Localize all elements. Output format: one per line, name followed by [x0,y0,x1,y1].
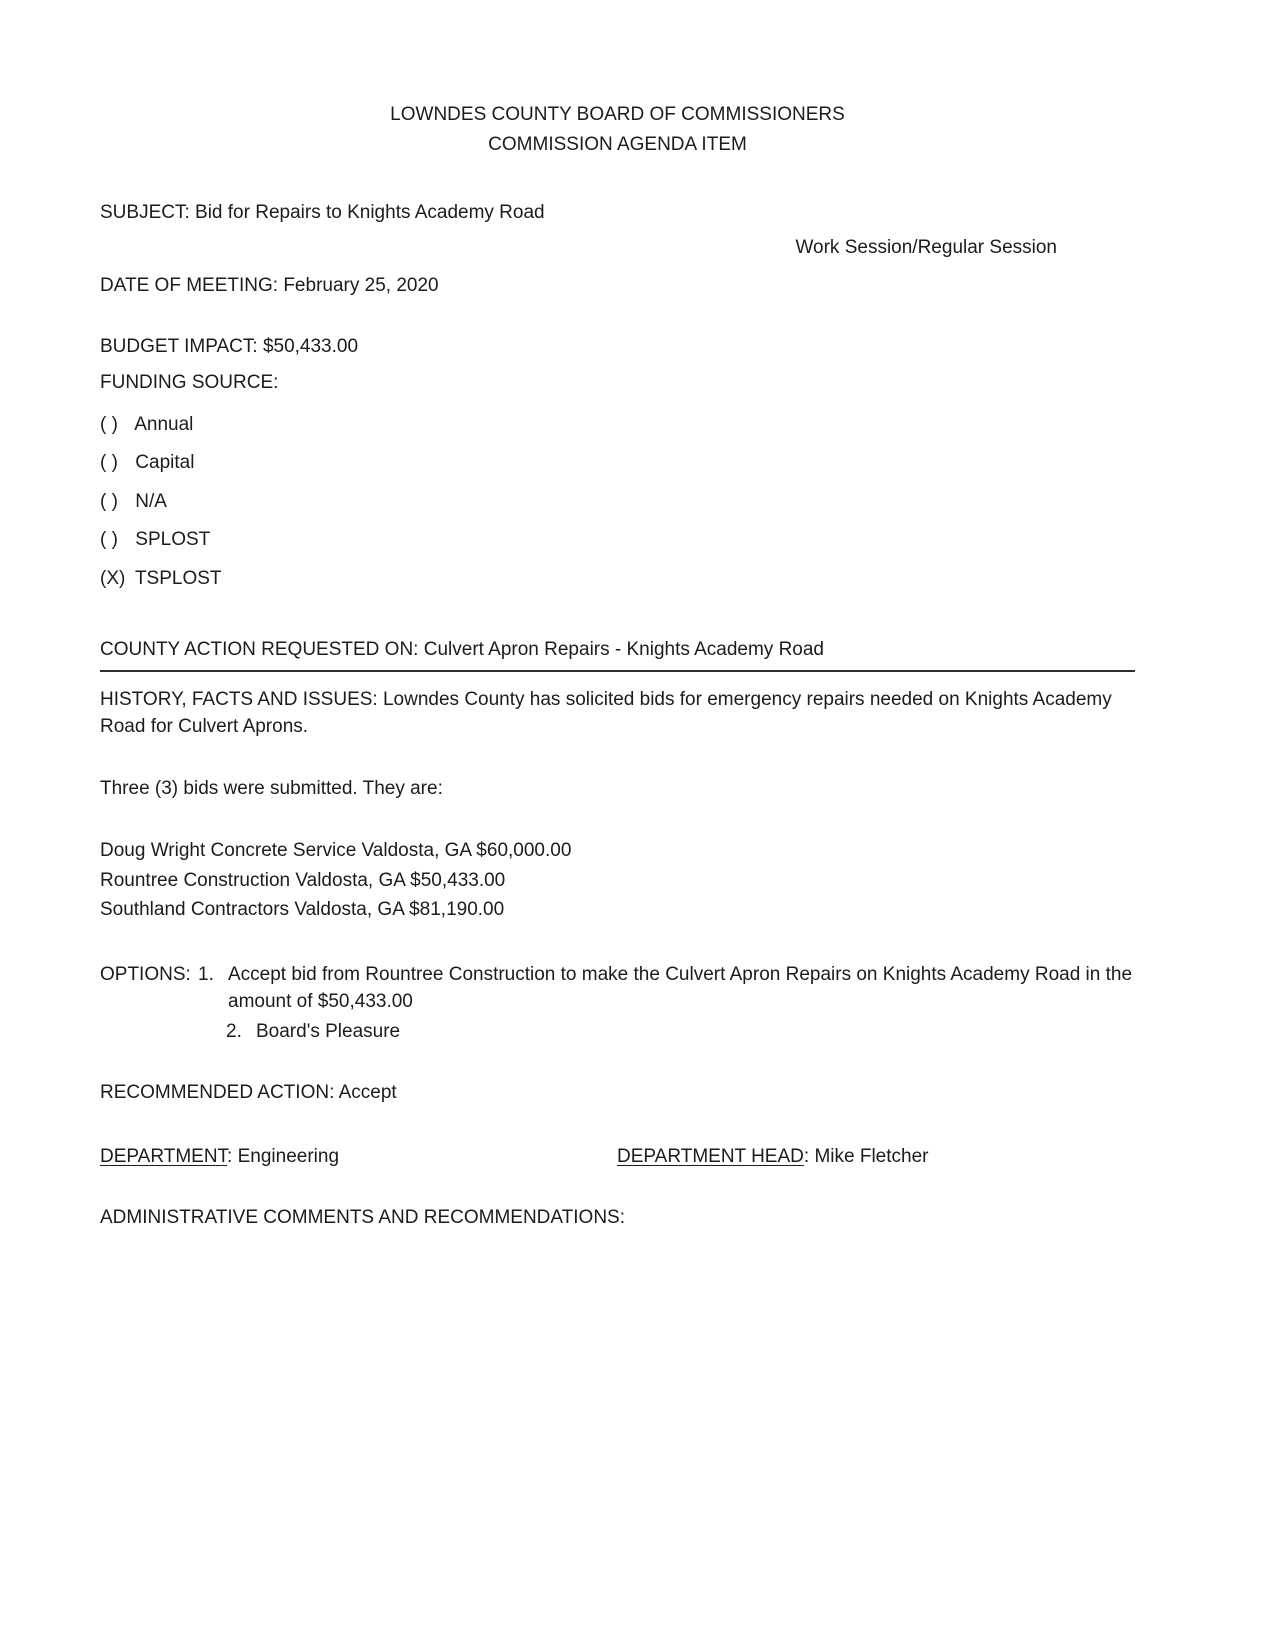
department-head-label: DEPARTMENT HEAD [617,1145,804,1167]
funding-option-tsplost-checked [100,565,1135,593]
funding-option-na [100,488,1135,516]
option-item-2 [226,1018,1133,1046]
budget-impact-line [100,333,1135,361]
history-label: HISTORY, FACTS AND ISSUES: [100,688,378,710]
bid-line-rountree: Rountree Construction Valdosta, GA $50,433.00 [100,869,506,891]
checkbox-mark: ( ) [100,529,118,551]
funding-option-annual [100,411,1135,439]
funding-option-label: N/A [135,490,167,512]
options-label: OPTIONS: [100,963,191,985]
option-text: Accept bid from Rountree Construction to make the Culvert Apron Repairs on Knights Academy Road in the amount of $50,433.00 [228,963,1133,1013]
county-action-value: Culvert Apron Repairs - Knights Academy Road [423,639,825,661]
recommended-action-value: Accept [338,1082,397,1104]
funding-option-capital [100,449,1135,477]
funding-option-label: Annual [134,413,194,435]
session-note: Work Session/Regular Session [795,237,1057,259]
subject-value: Bid for Repairs to Knights Academy Road [195,201,545,223]
funding-option-label: Capital [135,452,195,474]
history-facts-paragraph [100,686,1112,741]
funding-source-label: FUNDING SOURCE: [100,371,279,393]
checkbox-mark: ( ) [100,490,118,512]
title-line-1: LOWNDES COUNTY BOARD OF COMMISSIONERS [390,104,845,125]
option-item-1 [198,961,1133,1016]
date-of-meeting-line [100,272,1135,300]
subject-label: SUBJECT: [100,201,190,223]
department-head-separator: : [803,1145,810,1167]
title-line-2: COMMISSION AGENDA ITEM [488,134,747,156]
county-action-line [100,636,1135,672]
department-head-line [617,1143,928,1171]
checkbox-mark: ( ) [100,452,118,474]
bid-list [100,836,1135,924]
department-label: DEPARTMENT [100,1145,228,1167]
department-value: Engineering [237,1145,340,1167]
funding-option-label: SPLOST [135,529,211,551]
document-title [100,100,1135,161]
department-head-value: Mike Fletcher [814,1145,929,1167]
budget-impact-label: BUDGET IMPACT: [100,336,258,358]
checkbox-mark: ( ) [100,413,118,435]
options-items [198,961,1133,1046]
funding-options-list [100,411,1135,593]
budget-impact-value: $50,433.00 [262,336,359,358]
recommended-action-line [100,1079,1135,1107]
funding-option-label: TSPLOST [134,567,222,589]
option-number: 2. [226,1020,242,1042]
options-section [100,961,1135,1046]
department-separator: : [227,1145,233,1167]
checkbox-mark-checked: (X) [100,567,126,589]
date-value: February 25, 2020 [283,274,439,296]
administrative-comments-label: ADMINISTRATIVE COMMENTS AND RECOMMENDATIONS: [100,1207,625,1229]
county-action-label: COUNTY ACTION REQUESTED ON: [100,639,419,661]
department-line [100,1143,617,1171]
subject-line [100,199,1135,227]
option-text: Board's Pleasure [256,1020,401,1042]
department-row [100,1143,1135,1171]
history-text: Lowndes County has solicited bids for emergency repairs needed on Knights Academy Road for Culvert Aprons. [100,688,1112,738]
option-number: 1. [198,963,214,985]
bid-line-doug-wright: Doug Wright Concrete Service Valdosta, GA $60,000.00 [100,840,572,862]
recommended-action-label: RECOMMENDED ACTION: [100,1082,335,1104]
bids-intro-line: Three (3) bids were submitted. They are: [100,777,443,799]
date-label: DATE OF MEETING: [100,274,279,296]
funding-option-splost [100,526,1135,554]
bid-line-southland: Southland Contractors Valdosta, GA $81,190.00 [100,899,505,921]
